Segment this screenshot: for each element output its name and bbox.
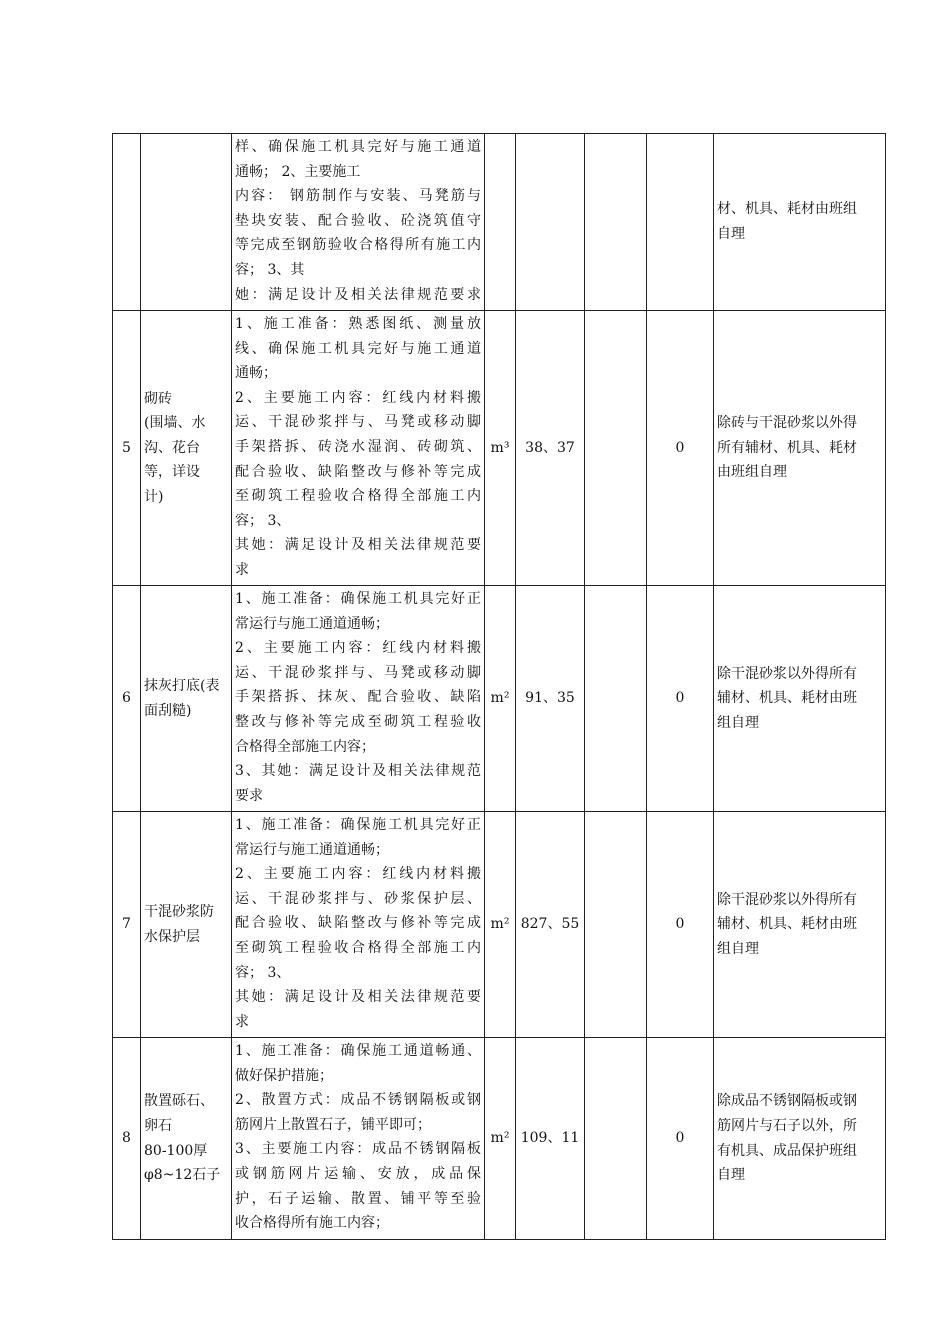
row-index-cell bbox=[113, 134, 141, 311]
row-index-cell: 7 bbox=[113, 812, 141, 1038]
content-line: 求 bbox=[235, 1013, 249, 1030]
content-line: 容； 3、 bbox=[235, 964, 291, 981]
remark-line: 有机具、成品保护班组 bbox=[717, 1142, 857, 1159]
remark-line: 所有辅材、机具、耗材 bbox=[717, 439, 857, 456]
content-line: 她：满足设计及相关法律规范要求 bbox=[235, 286, 481, 303]
row-index-cell: 8 bbox=[113, 1038, 141, 1240]
content-line: 样、确保施工机具完好与施工通道 bbox=[235, 139, 481, 155]
total-cell: 0 bbox=[647, 586, 714, 812]
content-line: 垫块安装、配合验收、砼浇筑值守 bbox=[235, 212, 481, 229]
remark-cell bbox=[714, 586, 886, 812]
content-line: 做好保护措施； bbox=[235, 1067, 333, 1084]
item-name-cell bbox=[141, 311, 232, 586]
row-index-cell: 5 bbox=[113, 311, 141, 586]
content-line: 要求 bbox=[235, 787, 263, 804]
content-line: 等完成至钢筋验收合格得所有施工内 bbox=[235, 237, 481, 254]
content-line: 整改与修补等完成至砌筑工程验收 bbox=[235, 713, 481, 730]
remark-cell bbox=[714, 1038, 886, 1240]
work-content-cell bbox=[232, 1038, 485, 1240]
content-line: 至砌筑工程验收合格得全部施工内 bbox=[235, 939, 481, 956]
content-line: 2、主要施工内容：红线内材料搬 bbox=[235, 640, 481, 657]
name-line: 沟、花台 bbox=[144, 439, 200, 456]
table-row bbox=[113, 134, 886, 311]
remark-cell bbox=[714, 134, 886, 311]
unit-cell: m² bbox=[485, 812, 516, 1038]
unit-cell bbox=[485, 134, 516, 311]
remark-cell bbox=[714, 311, 886, 586]
content-line: 1、施工准备：确保施工通道畅通、 bbox=[235, 1043, 481, 1059]
remark-line: 除干混砂浆以外得所有 bbox=[717, 665, 857, 682]
content-line: 运、干混砂浆拌与、马凳或移动脚 bbox=[235, 414, 481, 431]
content-line: 其她：满足设计及相关法律规范要 bbox=[235, 989, 481, 1006]
content-line: 1、施工准备：确保施工机具完好正 bbox=[235, 817, 481, 833]
item-name-cell bbox=[141, 1038, 232, 1240]
unit-price-cell bbox=[585, 812, 647, 1038]
content-line: 配合验收、缺陷整改与修补等完成 bbox=[235, 463, 481, 480]
unit-cell: m² bbox=[485, 1038, 516, 1240]
name-line: 面刮糙) bbox=[144, 702, 192, 719]
table-body bbox=[113, 134, 886, 1240]
remark-line: 组自理 bbox=[717, 714, 759, 731]
content-line: 手架搭拆、砖浇水湿润、砖砌筑、 bbox=[235, 438, 481, 455]
content-line: 1、施工准备：确保施工机具完好正 bbox=[235, 591, 481, 607]
content-line: 3、主要施工内容：成品不锈钢隔板 bbox=[235, 1141, 481, 1158]
content-line: 1、施工准备：熟悉图纸、测量放 bbox=[235, 316, 481, 332]
name-line: 散置砾石、 bbox=[144, 1093, 214, 1110]
content-line: 通畅； bbox=[235, 365, 277, 382]
table-row bbox=[113, 812, 886, 1038]
content-line: 运、干混砂浆拌与、砂浆保护层、 bbox=[235, 890, 481, 907]
content-line: 收合格得所有施工内容； bbox=[235, 1215, 389, 1232]
unit-price-cell bbox=[585, 311, 647, 586]
remark-line: 辅材、机具、耗材由班 bbox=[717, 690, 857, 707]
work-content-cell bbox=[232, 134, 485, 311]
content-line: 2、主要施工内容：红线内材料搬 bbox=[235, 866, 481, 883]
content-line: 或钢筋网片运输、安放，成品保 bbox=[235, 1165, 481, 1182]
name-line: 计) bbox=[144, 488, 164, 505]
unit-cell: m³ bbox=[485, 311, 516, 586]
item-name-cell bbox=[141, 812, 232, 1038]
table-row bbox=[113, 311, 886, 586]
name-line: 干混砂浆防 bbox=[144, 903, 214, 920]
table-row bbox=[113, 1038, 886, 1240]
remark-line: 材、机具、耗材由班组 bbox=[717, 201, 857, 218]
total-cell: 0 bbox=[647, 812, 714, 1038]
content-line: 2、散置方式：成品不锈钢隔板或钢 bbox=[235, 1092, 481, 1109]
remark-line: 除干混砂浆以外得所有 bbox=[717, 891, 857, 908]
work-content-cell bbox=[232, 586, 485, 812]
construction-quote-table bbox=[112, 133, 886, 1240]
content-line: 3、其她：满足设计及相关法律规范 bbox=[235, 763, 481, 780]
quantity-cell: 38、37 bbox=[516, 311, 585, 586]
unit-price-cell bbox=[585, 134, 647, 311]
content-line: 其她：满足设计及相关法律规范要 bbox=[235, 537, 481, 554]
content-line: 求 bbox=[235, 561, 249, 578]
content-line: 内容： 钢筋制作与安装、马凳筋与 bbox=[235, 188, 481, 205]
item-name-cell bbox=[141, 586, 232, 812]
content-line: 容； 3、 bbox=[235, 512, 291, 529]
work-content-cell bbox=[232, 311, 485, 586]
remark-line: 自理 bbox=[717, 226, 745, 242]
unit-price-cell bbox=[585, 586, 647, 812]
unit-price-cell bbox=[585, 1038, 647, 1240]
row-index-cell: 6 bbox=[113, 586, 141, 812]
total-cell bbox=[647, 134, 714, 311]
content-line: 筋网片上散置石子，铺平即可； bbox=[235, 1116, 431, 1133]
remark-line: 辅材、机具、耗材由班 bbox=[717, 916, 857, 933]
content-line: 至砌筑工程验收合格得全部施工内 bbox=[235, 488, 481, 505]
content-line: 线、确保施工机具完好与施工通道 bbox=[235, 340, 481, 357]
content-line: 运、干混砂浆拌与、马凳或移动脚 bbox=[235, 664, 481, 681]
table-row bbox=[113, 586, 886, 812]
work-content-cell bbox=[232, 812, 485, 1038]
remark-line: 组自理 bbox=[717, 940, 759, 957]
content-line: 护，石子运输、散置、铺平等至验 bbox=[235, 1190, 481, 1207]
content-line: 常运行与施工通道通畅； bbox=[235, 615, 389, 632]
remark-line: 除成品不锈钢隔板或钢 bbox=[717, 1093, 857, 1110]
content-line: 容； 3、其 bbox=[235, 261, 305, 278]
total-cell: 0 bbox=[647, 311, 714, 586]
item-name-cell bbox=[141, 134, 232, 311]
quantity-cell: 91、35 bbox=[516, 586, 585, 812]
content-line: 2、主要施工内容：红线内材料搬 bbox=[235, 389, 481, 406]
name-line: (围墙、水 bbox=[144, 415, 206, 432]
name-line: 水保护层 bbox=[144, 928, 200, 945]
name-line: 80-100厚 bbox=[144, 1142, 208, 1159]
remark-line: 除砖与干混砂浆以外得 bbox=[717, 415, 857, 432]
name-line: φ8~12石子 bbox=[144, 1167, 221, 1184]
quantity-cell: 109、11 bbox=[516, 1038, 585, 1240]
total-cell: 0 bbox=[647, 1038, 714, 1240]
remark-line: 由班组自理 bbox=[717, 464, 787, 481]
quantity-cell: 827、55 bbox=[516, 812, 585, 1038]
name-line: 抹灰打底(表 bbox=[144, 677, 220, 694]
name-line: 卵石 bbox=[144, 1117, 172, 1134]
content-line: 通畅； 2、主要施工 bbox=[235, 163, 361, 180]
unit-cell: m² bbox=[485, 586, 516, 812]
remark-line: 自理 bbox=[717, 1167, 745, 1184]
name-line: 等，详设 bbox=[144, 464, 200, 481]
name-line: 砌砖 bbox=[144, 390, 172, 407]
remark-cell bbox=[714, 812, 886, 1038]
content-line: 配合验收、缺陷整改与修补等完成 bbox=[235, 915, 481, 932]
content-line: 常运行与施工通道通畅； bbox=[235, 841, 389, 858]
quantity-cell bbox=[516, 134, 585, 311]
content-line: 手架搭拆、抹灰、配合验收、缺陷 bbox=[235, 689, 481, 706]
remark-line: 筋网片与石子以外，所 bbox=[717, 1117, 857, 1134]
content-line: 合格得全部施工内容； bbox=[235, 738, 375, 755]
